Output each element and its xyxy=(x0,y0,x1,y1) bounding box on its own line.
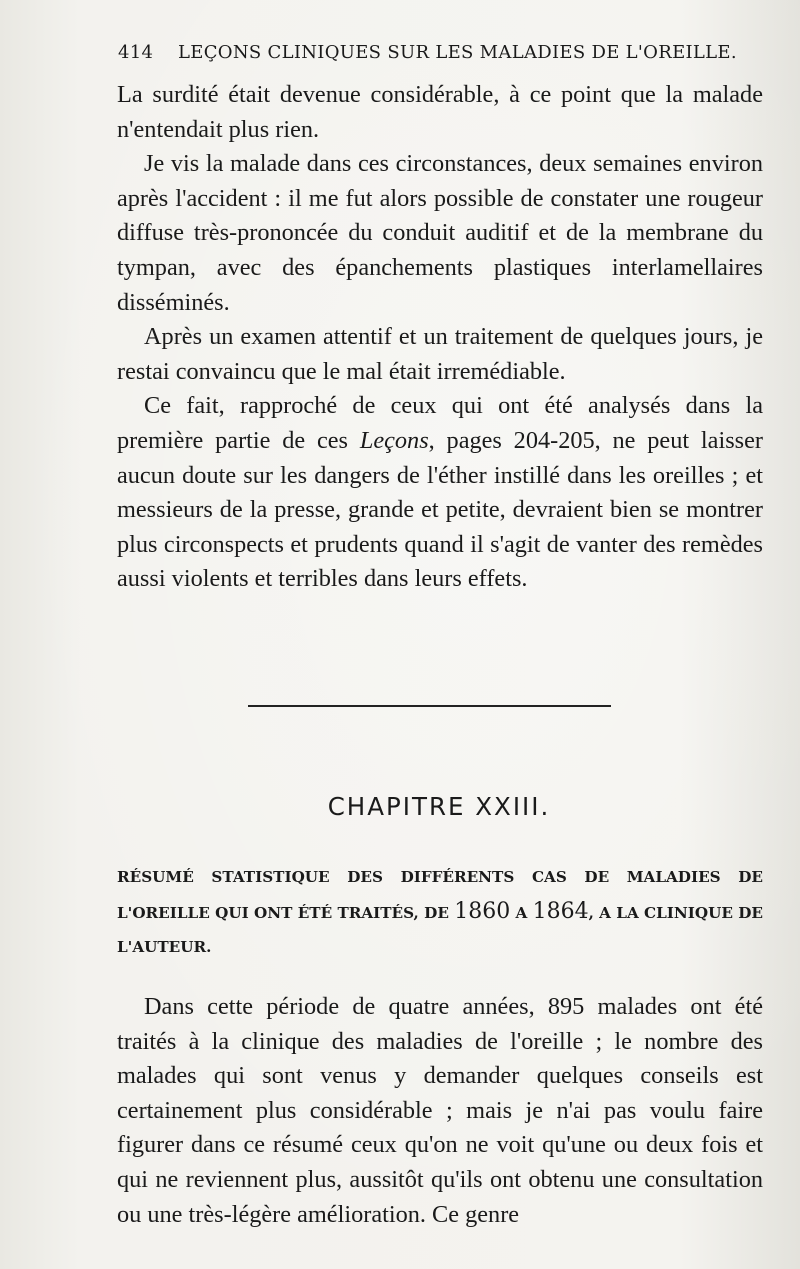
paragraph-2: Je vis la malade dans ces circonstances, deux semaines environ après l'accident : il me fut alors possible de constater une rougeur diffuse très-prononcée du conduit auditif et de la membrane du tympan, avec des épanchements plastiques interlamellaires disséminés. xyxy=(117,150,763,316)
chapter-summary xyxy=(117,860,763,965)
running-header xyxy=(118,42,768,63)
running-title: LEÇONS CLINIQUES SUR LES MALADIES DE L'OREILLE. xyxy=(178,42,737,63)
paragraph-final: Dans cette période de quatre années, 895 malades ont été traités à la clinique des maladies de l'oreille ; le nombre des malades qui sont venus y demander quelques conseils est certainement plus considérable ; mais je n'ai pas voulu faire figurer dans ce résumé ceux qu'on ne voit qu'une ou deux fois et qui ne reviennent plus, aussitôt qu'ils ont obtenu une consultation ou une très-légère amélioration. Ce genre xyxy=(117,993,763,1228)
paragraph-4-italic: Leçons xyxy=(359,426,429,454)
chapter-heading: CHAPITRE XXIII. xyxy=(327,792,551,821)
summary-text-b: , A LA CLINIQUE DE L'AUTEUR. xyxy=(117,903,763,956)
paragraph-4 xyxy=(117,389,763,597)
summary-text-mid: A xyxy=(510,903,533,922)
summary-year-start: 1860 xyxy=(454,898,511,924)
summary-year-end: 1864 xyxy=(532,898,589,924)
body-text-top xyxy=(117,78,763,597)
paragraph-1: La surdité était devenue considérable, à ce point que la malade n'entendait plus rien. xyxy=(117,81,763,143)
paragraph-3: Après un examen attentif et un traitement de quelques jours, je restai convaincu que le mal était irremédiable. xyxy=(117,323,763,385)
summary-text-a: RÉSUMÉ STATISTIQUE DES DIFFÉRENTS CAS DE MALADIES DE L'OREILLE QUI ONT ÉTÉ TRAITÉS, DE xyxy=(117,868,763,922)
body-text-bottom xyxy=(117,990,763,1232)
section-divider xyxy=(248,705,611,707)
page-number: 414 xyxy=(118,42,154,63)
paragraph-4-text-a: Ce fait, rapproché de ceux qui ont été analysés dans la première partie de ces xyxy=(117,392,763,454)
paragraph-4-text-b: , pages 204-205, ne peut laisser aucun doute sur les dangers de l'éther instillé dans les oreilles ; et messieurs de la presse, grande et petite, devraient bien se montrer plus circonspects et prudents quand il s'agit de vanter des remèdes aussi violents et terribles dans leurs effets. xyxy=(117,426,763,593)
